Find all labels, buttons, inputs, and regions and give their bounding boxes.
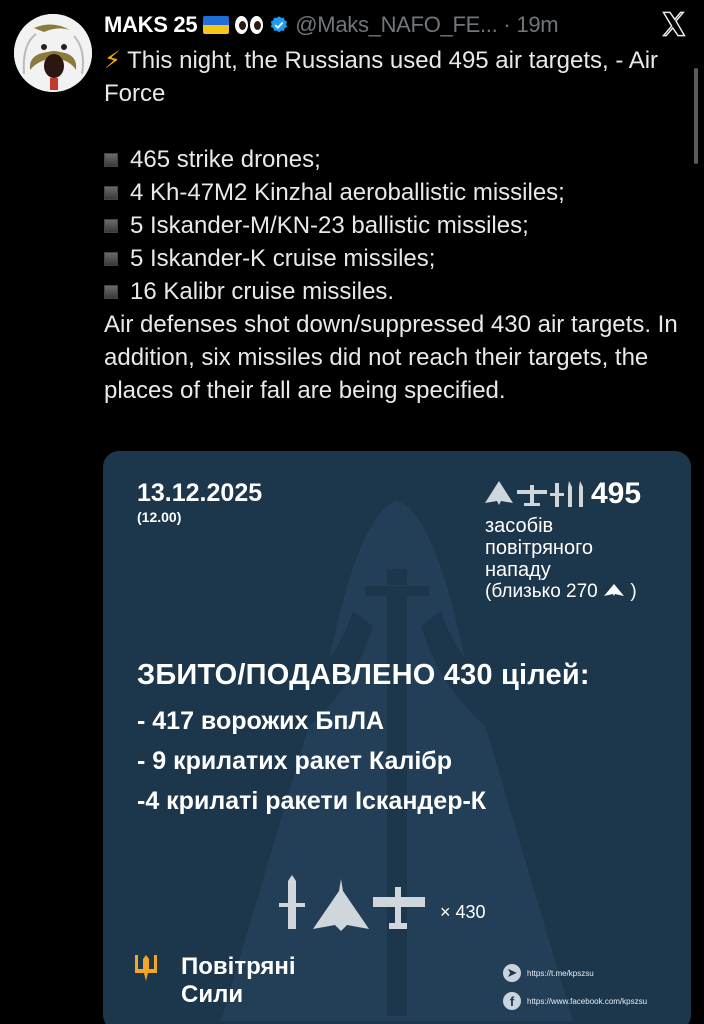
ukraine-flag-icon	[203, 16, 229, 34]
author-handle[interactable]: @Maks_NAFO_FE...	[295, 12, 498, 37]
x-logo-icon[interactable]	[660, 10, 688, 38]
approx-drones: (близько 270 )	[485, 581, 637, 602]
list-item: 16 Kalibr cruise missiles.	[104, 275, 684, 308]
infographic-image[interactable]	[103, 451, 691, 1024]
avatar[interactable]	[14, 14, 92, 92]
square-bullet-icon	[104, 186, 118, 200]
list-item: 4 Kh-47M2 Kinzhal aeroballistic missiles;	[104, 176, 684, 209]
air-threat-icons	[483, 479, 587, 509]
tweet-text-summary: Air defenses shot down/suppressed 430 air targets. In addition, six missiles did not reach their targets, the places of their fall are being specified.	[104, 311, 678, 404]
avatar-image-icon	[14, 14, 92, 92]
tweet-body	[104, 44, 684, 407]
telegram-icon: ➤	[503, 964, 521, 982]
shot-down-list	[137, 701, 486, 821]
total-count-row	[483, 477, 641, 511]
shot-down-title: ЗБИТО/ПОДАВЛЕНО 430 цілей:	[137, 659, 590, 691]
author-name[interactable]: MAKS 25	[104, 12, 198, 37]
drone-icon	[603, 583, 625, 597]
total-count: 495	[591, 477, 642, 510]
square-bullet-icon	[104, 285, 118, 299]
list-item: - 9 крилатих ракет Калібр	[137, 747, 452, 775]
facebook-link[interactable]: f https://www.facebook.com/kpszsu	[503, 987, 647, 1015]
intercepted-count: × 430	[440, 902, 486, 922]
intercepted-icons	[277, 873, 427, 933]
verified-badge-icon	[269, 15, 289, 35]
tweet-text-intro: This night, the Russians used 495 air targets, - Air Force	[104, 47, 659, 107]
report-date: 13.12.2025	[137, 479, 263, 507]
eyes-icon	[235, 16, 263, 34]
list-item: 5 Iskander-K cruise missiles;	[104, 242, 684, 275]
launch-list	[104, 143, 684, 308]
list-item: 465 strike drones;	[104, 143, 684, 176]
air-force-name: Повітряні Сили	[181, 953, 296, 1008]
list-item: - 417 ворожих БпЛА	[137, 707, 385, 735]
report-time: (12.00)	[137, 509, 182, 525]
social-links	[503, 959, 647, 1015]
timestamp[interactable]: 19m	[516, 12, 559, 37]
square-bullet-icon	[104, 153, 118, 167]
facebook-icon: f	[503, 992, 521, 1010]
square-bullet-icon	[104, 252, 118, 266]
square-bullet-icon	[104, 219, 118, 233]
separator: ·	[503, 12, 511, 37]
scrollbar[interactable]	[694, 68, 698, 164]
total-count-description: засобів повітряного нападу (близько 270 )	[485, 515, 637, 602]
list-item: 5 Iskander-M/KN-23 ballistic missiles;	[104, 209, 684, 242]
tweet-header	[104, 8, 558, 42]
trident-icon	[133, 953, 159, 983]
telegram-link[interactable]: ➤ https://t.me/kpszsu	[503, 959, 647, 987]
lightning-icon: ⚡	[104, 47, 121, 74]
list-item: -4 крилаті ракети Іскандер-К	[137, 787, 487, 815]
